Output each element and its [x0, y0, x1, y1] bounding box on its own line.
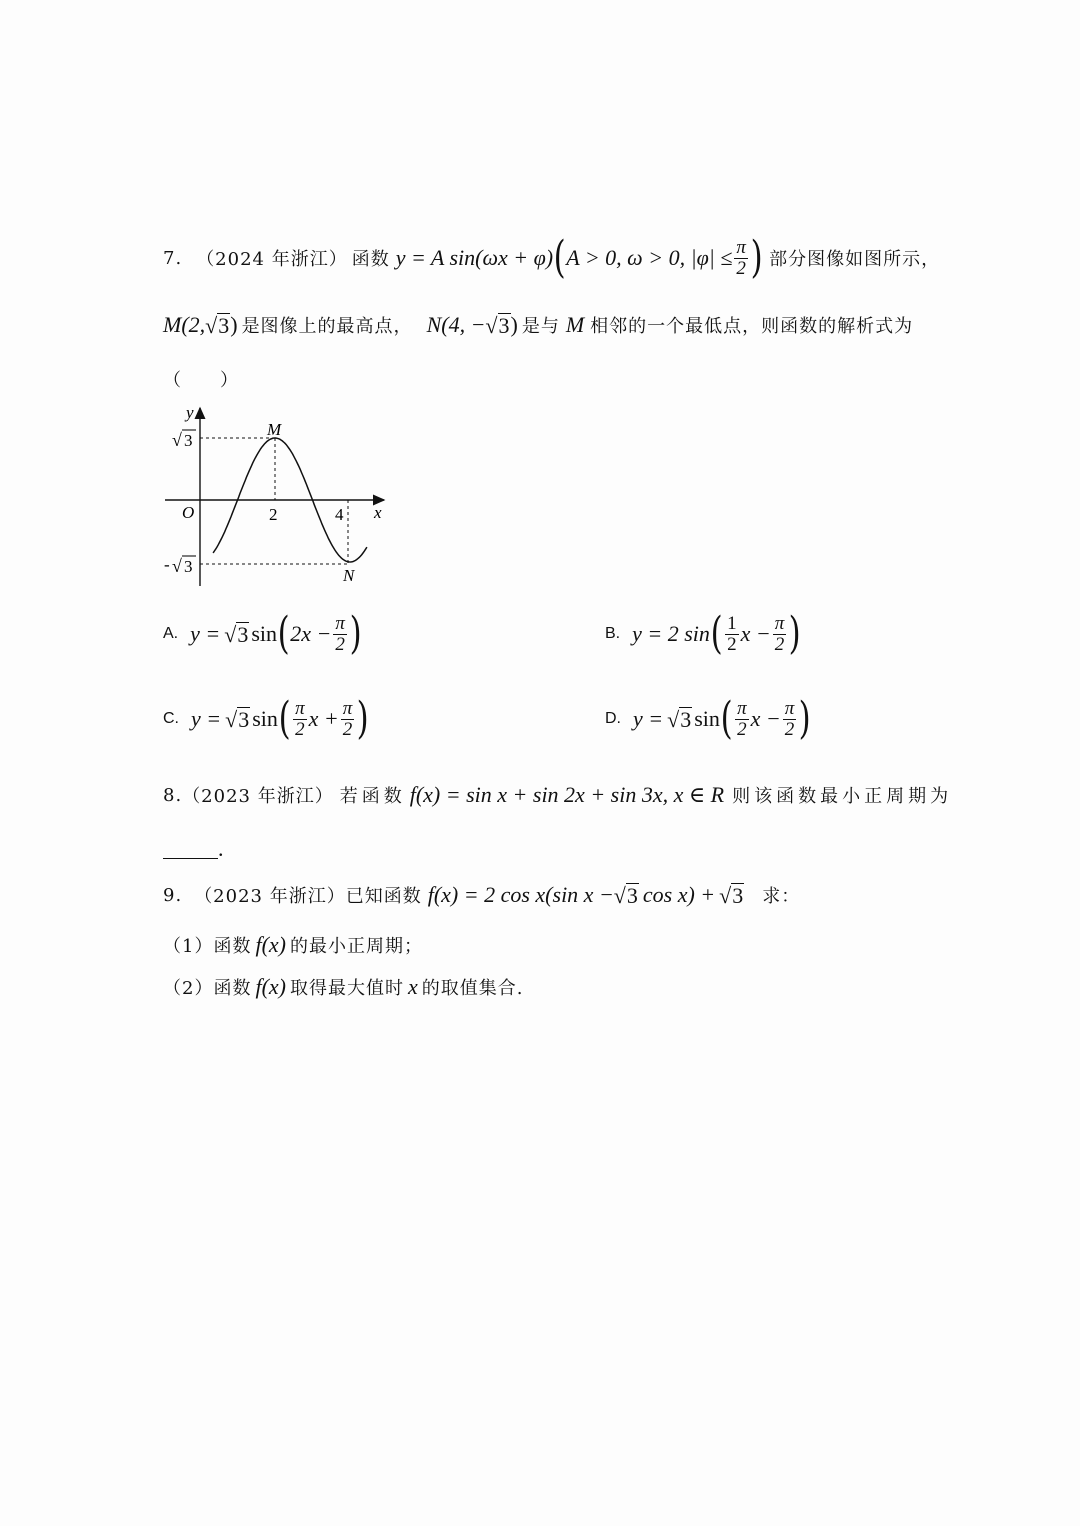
option-b[interactable]: B. y = 2 sin ( $\frac{1}{2}$ x − $\frac{\pi}{2}$ ) — [605, 608, 801, 659]
q7-sqrt3-n: √ 3 — [485, 312, 510, 339]
q8-function: f(x) = sin x + sin 2x + sin 3x, x ∈ R — [409, 782, 725, 807]
q7-number: 7. — [163, 247, 183, 269]
q9-line-1 — [163, 882, 800, 908]
q8-source: （2023 年浙江） — [182, 786, 334, 807]
q7-line-1 — [163, 232, 941, 283]
q9-sqrt3-b: √ 3 — [719, 882, 744, 909]
q7-line2-text-b: 是与 — [521, 316, 560, 337]
q9-part-1: （1） 函数 f(x) 的最小正周期； — [163, 932, 423, 957]
q9-stem-post: 求： — [762, 886, 801, 907]
q7-graph — [160, 402, 395, 592]
option-d[interactable]: D. y = √ 3 sin ( $\frac{\pi}{2}$ x − $\frac{\pi}{2}$ ) — [605, 693, 811, 744]
q9-function-b: cos x) + — [642, 882, 716, 907]
q7-stem-post: 部分图像如图所示， — [769, 249, 941, 270]
y-min-radical: √ — [172, 556, 182, 576]
origin-label: O — [182, 503, 195, 522]
x-axis-label: x — [374, 503, 382, 522]
q8-number: 8. — [163, 784, 183, 806]
tick-label-4: 4 — [335, 505, 344, 524]
option-c[interactable]: C. y = √ 3 sin ( $\frac{\pi}{2}$ x + $\frac{\pi}{2}$ ) — [163, 693, 369, 744]
label-n: N — [343, 566, 355, 585]
label-m: M — [267, 420, 282, 439]
q7-source: （2024 年浙江） — [196, 249, 348, 270]
tick-label-2: 2 — [269, 505, 278, 524]
q7-stem-pre: 函数 — [351, 249, 390, 270]
q7-m-symbol: M — [565, 312, 585, 337]
y-max-label: 3 — [184, 431, 193, 450]
q9-sqrt3-a: √ 3 — [613, 882, 638, 909]
q8-stem-post: 则该函数最小正周期为 — [732, 786, 953, 807]
q8-stem-pre: 若函数 — [339, 786, 406, 807]
q7-point-m: M(2, — [163, 312, 206, 337]
q8-answer-line: . — [163, 836, 224, 862]
option-a[interactable]: A. y = √ 3 sin ( 2x − $\frac{\pi}{2}$ ) — [163, 608, 362, 659]
y-min-label: 3 — [184, 557, 193, 576]
q9-source: （2023 年浙江） — [194, 886, 346, 907]
y-axis-label: y — [186, 403, 194, 422]
q9-part-2: （2） 函数 f(x) 取得最大值时 x 的取值集合. — [163, 974, 524, 999]
right-big-paren: ) — [750, 232, 763, 283]
q9-function-a: f(x) = 2 cos x(sin x − — [427, 882, 614, 907]
q9-stem-pre: 已知函数 — [345, 886, 422, 907]
q7-line2-text-c: 相邻的一个最低点，则函数的解析式为 — [590, 316, 914, 337]
q7-condition: A > 0, ω > 0, |φ| ≤ — [566, 245, 733, 270]
q7-sqrt3-m: √ 3 — [205, 312, 230, 339]
q8-answer-blank[interactable] — [163, 840, 218, 859]
q8-line-1 — [163, 782, 952, 808]
q9-number: 9. — [163, 884, 183, 906]
q7-function: y = A sin(ωx + φ) — [395, 245, 554, 270]
q7-answer-blank: （ ） — [163, 370, 239, 391]
q7-line2-text-a: 是图像上的最高点， — [241, 316, 413, 337]
q7-condition-fraction: $\frac{\pi}{2}$ — [736, 236, 746, 279]
y-min-sign: - — [164, 555, 170, 574]
left-big-paren: ( — [553, 232, 566, 283]
q7-point-n: N(4, − — [426, 312, 486, 337]
y-max-radical: √ — [172, 430, 182, 450]
q7-line-2: M(2, √ 3 ) 是图像上的最高点， N(4, − √ 3 ) 是与 M 相邻的一个最低点，则函数的解析式为 — [163, 312, 914, 339]
